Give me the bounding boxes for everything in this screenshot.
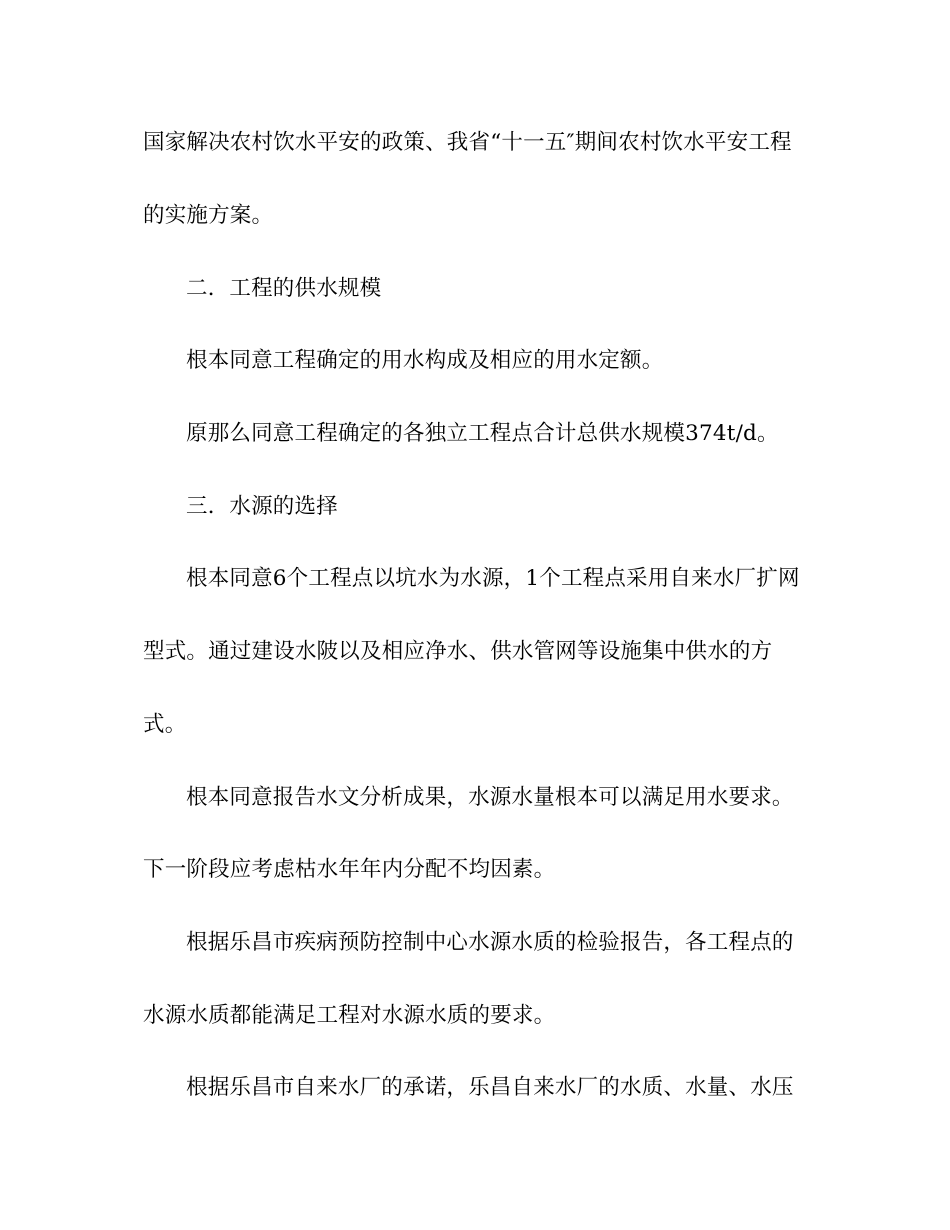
paragraph-line: 式。	[143, 712, 187, 737]
paragraph-line: 水源水质都能满足工程对水源水质的要求。	[143, 1003, 556, 1028]
paragraph-line: 根据乐昌市疾病预防控制中心水源水质的检验报告，各工程点的	[186, 930, 794, 955]
paragraph-line: 根本同意报告水文分析成果，水源水量根本可以满足用水要求。	[186, 785, 794, 810]
section-heading: 三．水源的选择	[186, 494, 338, 519]
paragraph-line: 根据乐昌市自来水厂的承诺，乐昌自来水厂的水质、水量、水压	[186, 1075, 794, 1100]
paragraph-line: 原那么同意工程确定的各独立工程点合计总供水规模374t/d。	[186, 421, 779, 446]
paragraph-line: 根本同意工程确定的用水构成及相应的用水定额。	[186, 348, 664, 373]
paragraph-line: 型式。通过建设水陂以及相应净水、供水管网等设施集中供水的方	[143, 639, 773, 664]
paragraph-line: 的实施方案。	[143, 203, 274, 228]
paragraph-line: 下一阶段应考虑枯水年年内分配不均因素。	[143, 857, 556, 882]
paragraph-line: 根本同意6个工程点以坑水为水源，1个工程点采用自来水厂扩网	[186, 566, 800, 591]
paragraph-line: 国家解决农村饮水平安的政策、我省“十一五″期间农村饮水平安工程	[143, 130, 792, 155]
section-heading: 二．工程的供水规模	[186, 276, 382, 301]
